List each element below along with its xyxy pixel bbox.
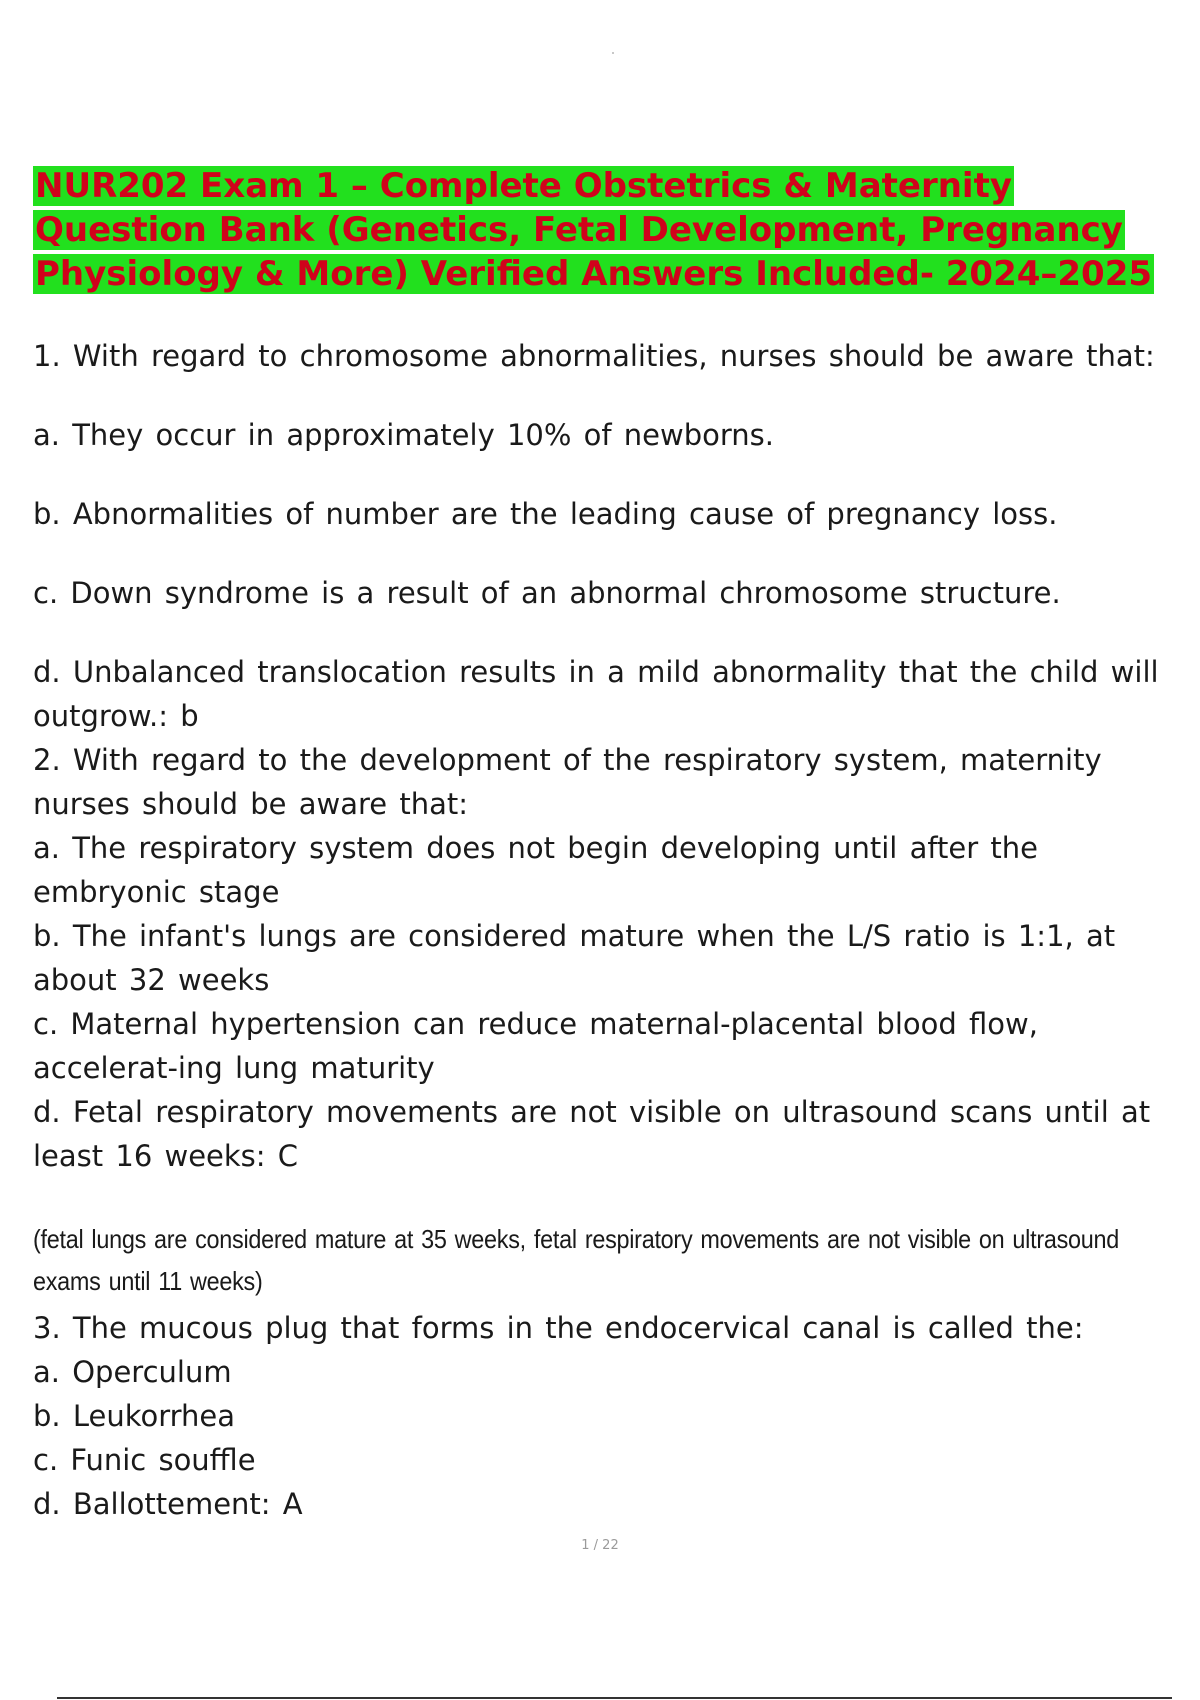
question-2-note-block bbox=[33, 1218, 1193, 1306]
page-number: 1 / 22 bbox=[581, 1538, 619, 1553]
question-1-stem: 1. With regard to chromosome abnormalities, nurses should be aware that: bbox=[33, 339, 1155, 373]
question-3-stem: 3. The mucous plug that forms in the endocervical canal is called the: bbox=[33, 1311, 1084, 1345]
document-title bbox=[33, 164, 1193, 296]
question-2-option-c: c. Maternal hypertension can reduce maternal-placental blood flow, accelerat-ing lung maturity bbox=[33, 1007, 1038, 1085]
question-3-option-a: a. Operculum bbox=[33, 1355, 232, 1389]
question-1-option-c: c. Down syndrome is a result of an abnormal chromosome structure. bbox=[33, 576, 1061, 610]
bottom-divider bbox=[57, 1697, 1172, 1699]
question-1-option-a: a. They occur in approximately 10% of newborns. bbox=[33, 418, 775, 452]
question-3-option-b: b. Leukorrhea bbox=[33, 1399, 236, 1433]
question-3-option-c: c. Funic souffle bbox=[33, 1443, 256, 1477]
question-2-option-b: b. The infant's lungs are considered mature when the L/S ratio is 1:1, at about 32 weeks bbox=[33, 919, 1116, 997]
question-2-option-a: a. The respiratory system does not begin developing until after the embryonic stage bbox=[33, 831, 1038, 909]
question-1-option-d: d. Unbalanced translocation results in a mild abnormality that the child will outgrow.: b bbox=[33, 655, 1159, 733]
question-2-rationale-note: (fetal lungs are considered mature at 35 weeks, fetal respiratory movements are not visible on ultrasound exams until 11 weeks) bbox=[33, 1224, 1120, 1296]
scan-speck bbox=[612, 52, 614, 54]
question-2-option-d: d. Fetal respiratory movements are not visible on ultrasound scans until at least 16 weeks: C bbox=[33, 1095, 1151, 1173]
question-1-option-b: b. Abnormalities of number are the leading cause of pregnancy loss. bbox=[33, 497, 1058, 531]
document-title-text: NUR202 Exam 1 – Complete Obstetrics & Maternity Question Bank (Genetics, Fetal Development, Pregnancy Physiology & More) Verified Answers Included- 2024–2025 bbox=[35, 166, 1153, 294]
question-3-option-d: d. Ballottement: A bbox=[33, 1487, 303, 1521]
question-2-stem: 2. With regard to the development of the respiratory system, maternity nurses should be aware that: bbox=[33, 743, 1102, 821]
question-list bbox=[33, 334, 1193, 1526]
